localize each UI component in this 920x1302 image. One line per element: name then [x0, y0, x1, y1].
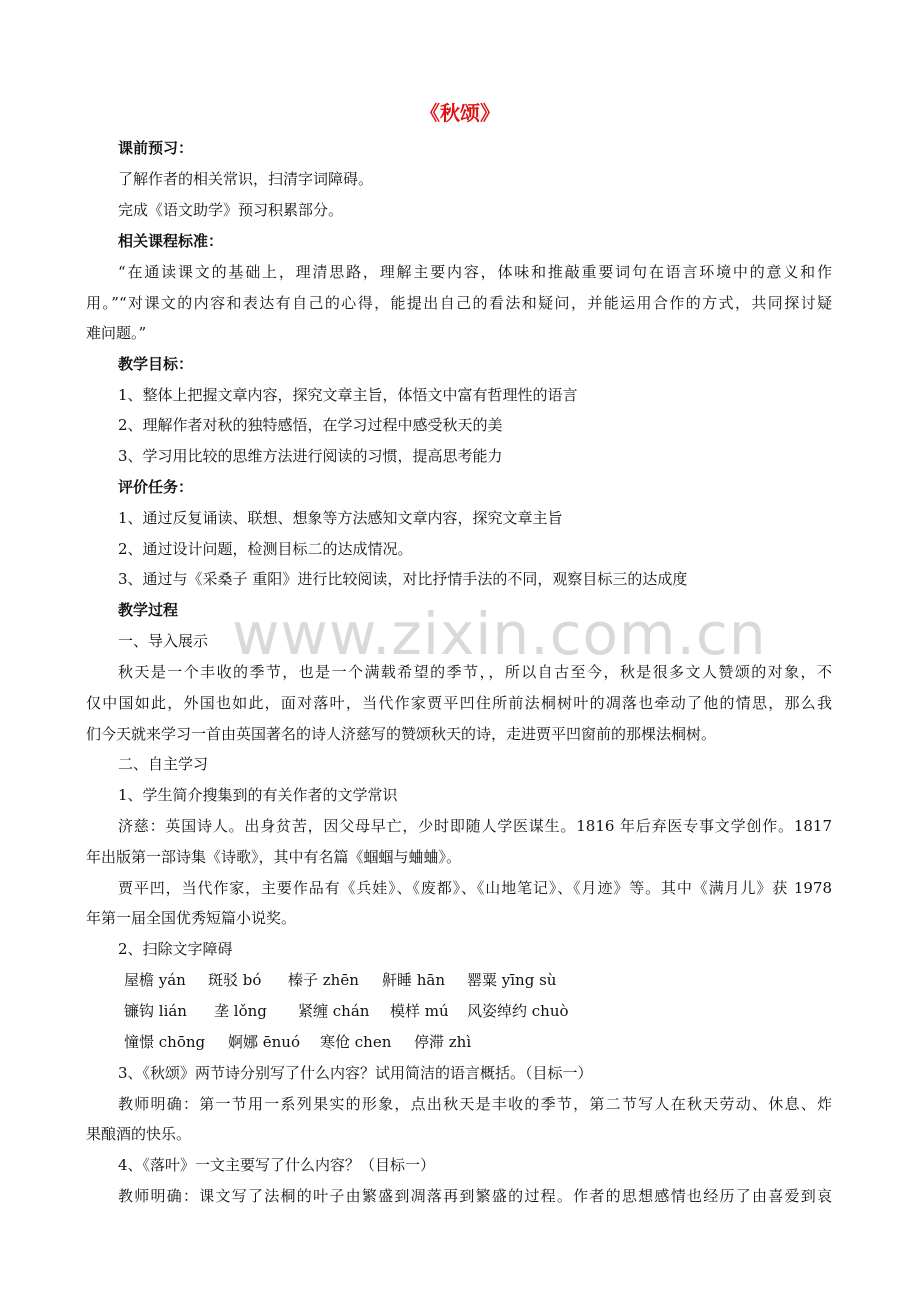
intro-line-3: 们今天就来学习一首由英国著名的诗人济慈写的赞颂秋天的诗，走进贾平凹窗前的那棵法桐树。	[86, 725, 717, 743]
keats-line-1: 济慈：英国诗人。出身贫苦，因父母早亡，少时即随人学医谋生。1816 年后弃医专事文学创作。1817	[118, 817, 832, 835]
pinyin-word: 风姿绰约 chuò	[467, 1002, 569, 1020]
self-study-heading: 二、自主学习	[118, 755, 209, 773]
process-heading: 教学过程	[118, 601, 179, 619]
question-4-answer-line-1: 教师明确：课文写了法桐的叶子由繁盛到凋落再到繁盛的过程。作者的思想感情也经历了由喜爱到哀	[118, 1187, 832, 1205]
question-3: 3、《秋颂》两节诗分别写了什么内容？试用简洁的语言概括。（目标一）	[118, 1064, 593, 1082]
intro-line-1: 秋天是一个丰收的季节，也是一个满载希望的季节，，所以自古至今，秋是很多文人赞颂的对象，不	[118, 663, 832, 681]
goal-item-1: 1、整体上把握文章内容，探究文章主旨，体悟文中富有哲理性的语言	[118, 386, 578, 404]
standard-heading: 相关课程标准：	[118, 232, 224, 250]
preview-item-1: 了解作者的相关常识，扫清字词障碍。	[118, 170, 374, 188]
self-study-item-1: 1、学生简介搜集到的有关作者的文学常识	[118, 786, 398, 804]
eval-item-1: 1、通过反复诵读、联想、想象等方法感知文章内容，探究文章主旨	[118, 509, 563, 527]
goal-item-3: 3、学习用比较的思维方法进行阅读的习惯，提高思考能力	[118, 447, 503, 465]
pinyin-word: 寒伧 chen	[320, 1033, 392, 1051]
pinyin-word: 婀娜 ēnuó	[228, 1033, 300, 1051]
preview-item-2: 完成《语文助学》预习积累部分。	[118, 201, 344, 219]
pinyin-word: 憧憬 chōng	[124, 1033, 206, 1051]
intro-line-2: 仅中国如此，外国也如此，面对落叶，当代作家贾平凹住所前法桐树叶的凋落也牵动了他的情思，那么我	[86, 694, 832, 712]
goals-heading: 教学目标：	[118, 355, 194, 373]
pinyin-word: 鼾睡 hān	[382, 971, 446, 989]
pinyin-word: 垄 lǒng	[214, 1002, 267, 1020]
keats-line-2: 年出版第一部诗集《诗歌》，其中有名篇《蝈蝈与蛐蛐》。	[86, 848, 462, 866]
pinyin-word: 镰钩 lián	[124, 1002, 187, 1020]
jia-line-2: 年第一届全国优秀短篇小说奖。	[86, 909, 297, 927]
question-4: 4、《落叶》一文主要写了什么内容？（目标一）	[118, 1156, 436, 1174]
page-title: 《秋颂》	[420, 101, 500, 125]
preview-heading: 课前预习：	[118, 139, 194, 157]
pinyin-word: 斑驳 bó	[208, 971, 262, 989]
words-heading: 2、扫除文字障碍	[118, 940, 233, 958]
standard-line-2: 用。”“对课文的内容和表达有自己的心得，能提出自己的看法和疑问，并能运用合作的方式，共同探讨疑	[86, 294, 832, 312]
intro-heading: 一、导入展示	[118, 632, 209, 650]
pinyin-word: 紧缠 chán	[298, 1002, 370, 1020]
pinyin-word: 榛子 zhēn	[288, 971, 359, 989]
goal-item-2: 2、理解作者对秋的独特感悟，在学习过程中感受秋天的美	[118, 416, 503, 434]
eval-item-2: 2、通过设计问题，检测目标二的达成情况。	[118, 540, 413, 558]
pinyin-word: 模样 mú	[390, 1002, 449, 1020]
pinyin-word: 罂粟 yīng sù	[467, 971, 557, 989]
question-3-answer-line-1: 教师明确：第一节用一系列果实的形象，点出秋天是丰收的季节，第二节写人在秋天劳动、休息、炸	[118, 1095, 832, 1113]
pinyin-word: 停滞 zhì	[414, 1033, 472, 1051]
eval-heading: 评价任务：	[118, 478, 194, 496]
pinyin-word: 屋檐 yán	[124, 971, 186, 989]
eval-item-3: 3、通过与《采桑子 重阳》进行比较阅读，对比抒情手法的不同，观察目标三的达成度	[118, 570, 688, 588]
jia-line-1: 贾平凹，当代作家，主要作品有《兵娃》、《废都》、《山地笔记》、《月迹》等。其中《满月儿》获 1978	[118, 879, 832, 897]
standard-line-1: “在通读课文的基础上，理清思路，理解主要内容，体味和推敲重要词句在语言环境中的意义和作	[118, 263, 832, 281]
standard-line-3: 难问题。”	[86, 324, 147, 342]
question-3-answer-line-2: 果酿酒的快乐。	[86, 1125, 192, 1143]
watermark: www.zixin.com.cn	[232, 600, 767, 668]
